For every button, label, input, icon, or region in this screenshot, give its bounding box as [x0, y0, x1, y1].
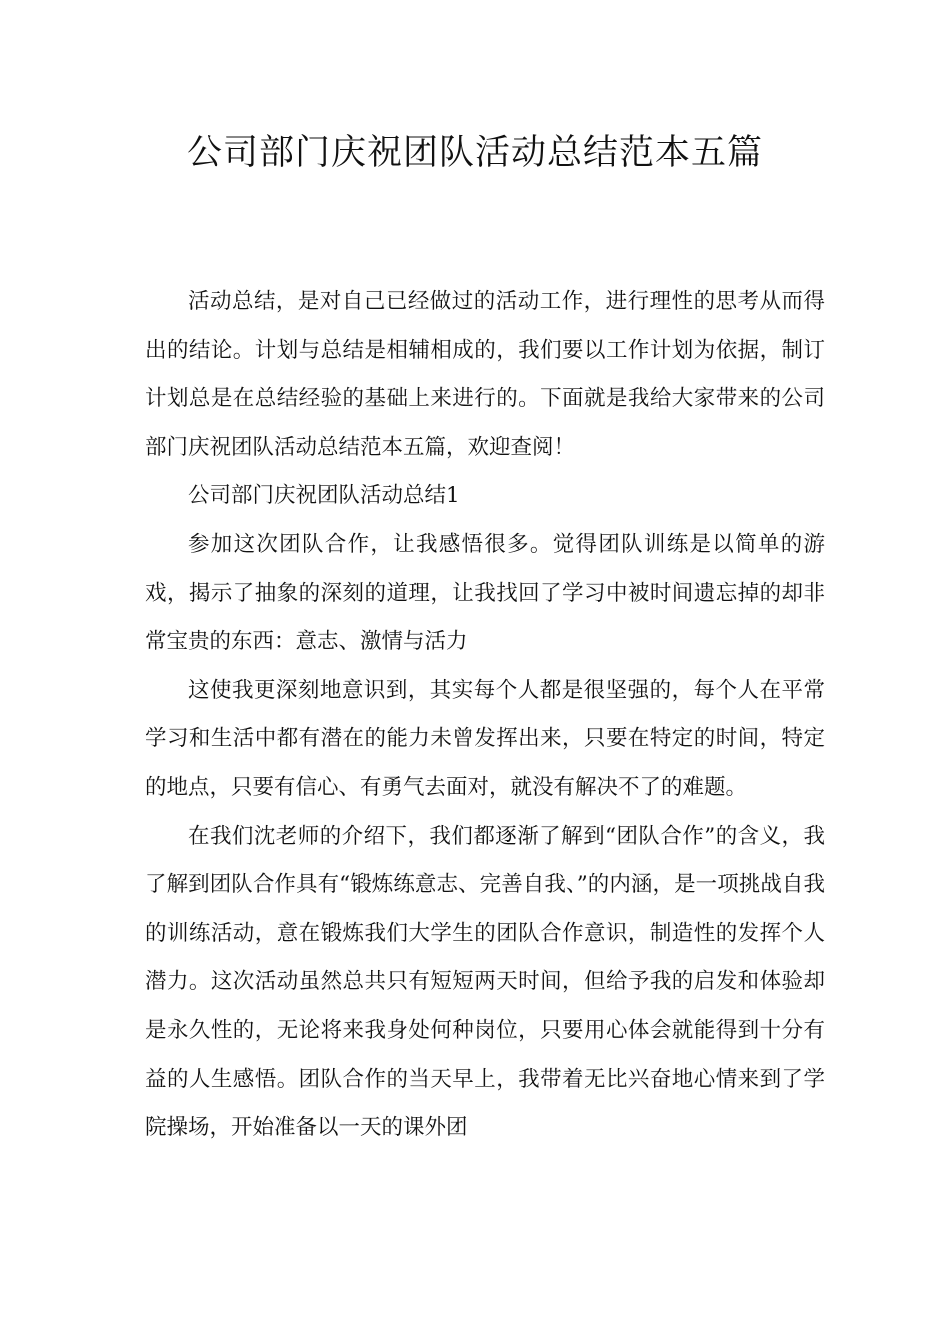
body-paragraph: 参加这次团队合作，让我感悟很多。觉得团队训练是以简单的游戏，揭示了抽象的深刻的道理，让我找回了学习中被时间遗忘掉的却非常宝贵的东西：意志、激情与活力 [145, 531, 825, 655]
section-heading: 公司部门庆祝团队活动总结1 [188, 483, 460, 509]
body-paragraph: 这使我更深刻地意识到，其实每个人都是很坚强的，每个人在平常学习和生活中都有潜在的能力未曾发挥出来，只要在特定的时间，特定的地点，只要有信心、有勇气去面对，就没有解决不了的难题。 [145, 677, 825, 800]
intro-paragraph: 活动总结，是对自己已经做过的活动工作，进行理性的思考从而得出的结论。计划与总结是相辅相成的，我们要以工作计划为依据，制订计划总是在总结经验的基础上来进行的。下面就是我给大家带来的公司部门庆祝团队活动总结范本五篇，欢迎查阅！ [145, 289, 825, 460]
document-body [145, 278, 825, 1153]
document-title: 公司部门庆祝团队活动总结范本五篇 [186, 133, 763, 173]
body-paragraph: 在我们沈老师的介绍下，我们都逐渐了解到“团队合作”的含义，我了解到团队合作具有“锻炼练意志、完善自我、”的内涵，是一项挑战自我的训练活动，意在锻炼我们大学生的团队合作意识，制造性的发挥个人潜力。这次活动虽然总共只有短短两天时间，但给予我的启发和体验却是永久性的，无论将来我身处何种岗位，只要用心体会就能得到十分有益的人生感悟。团队合作的当天早上，我带着无比兴奋地心情来到了学院操场，开始准备以一天的课外团 [145, 823, 825, 1141]
